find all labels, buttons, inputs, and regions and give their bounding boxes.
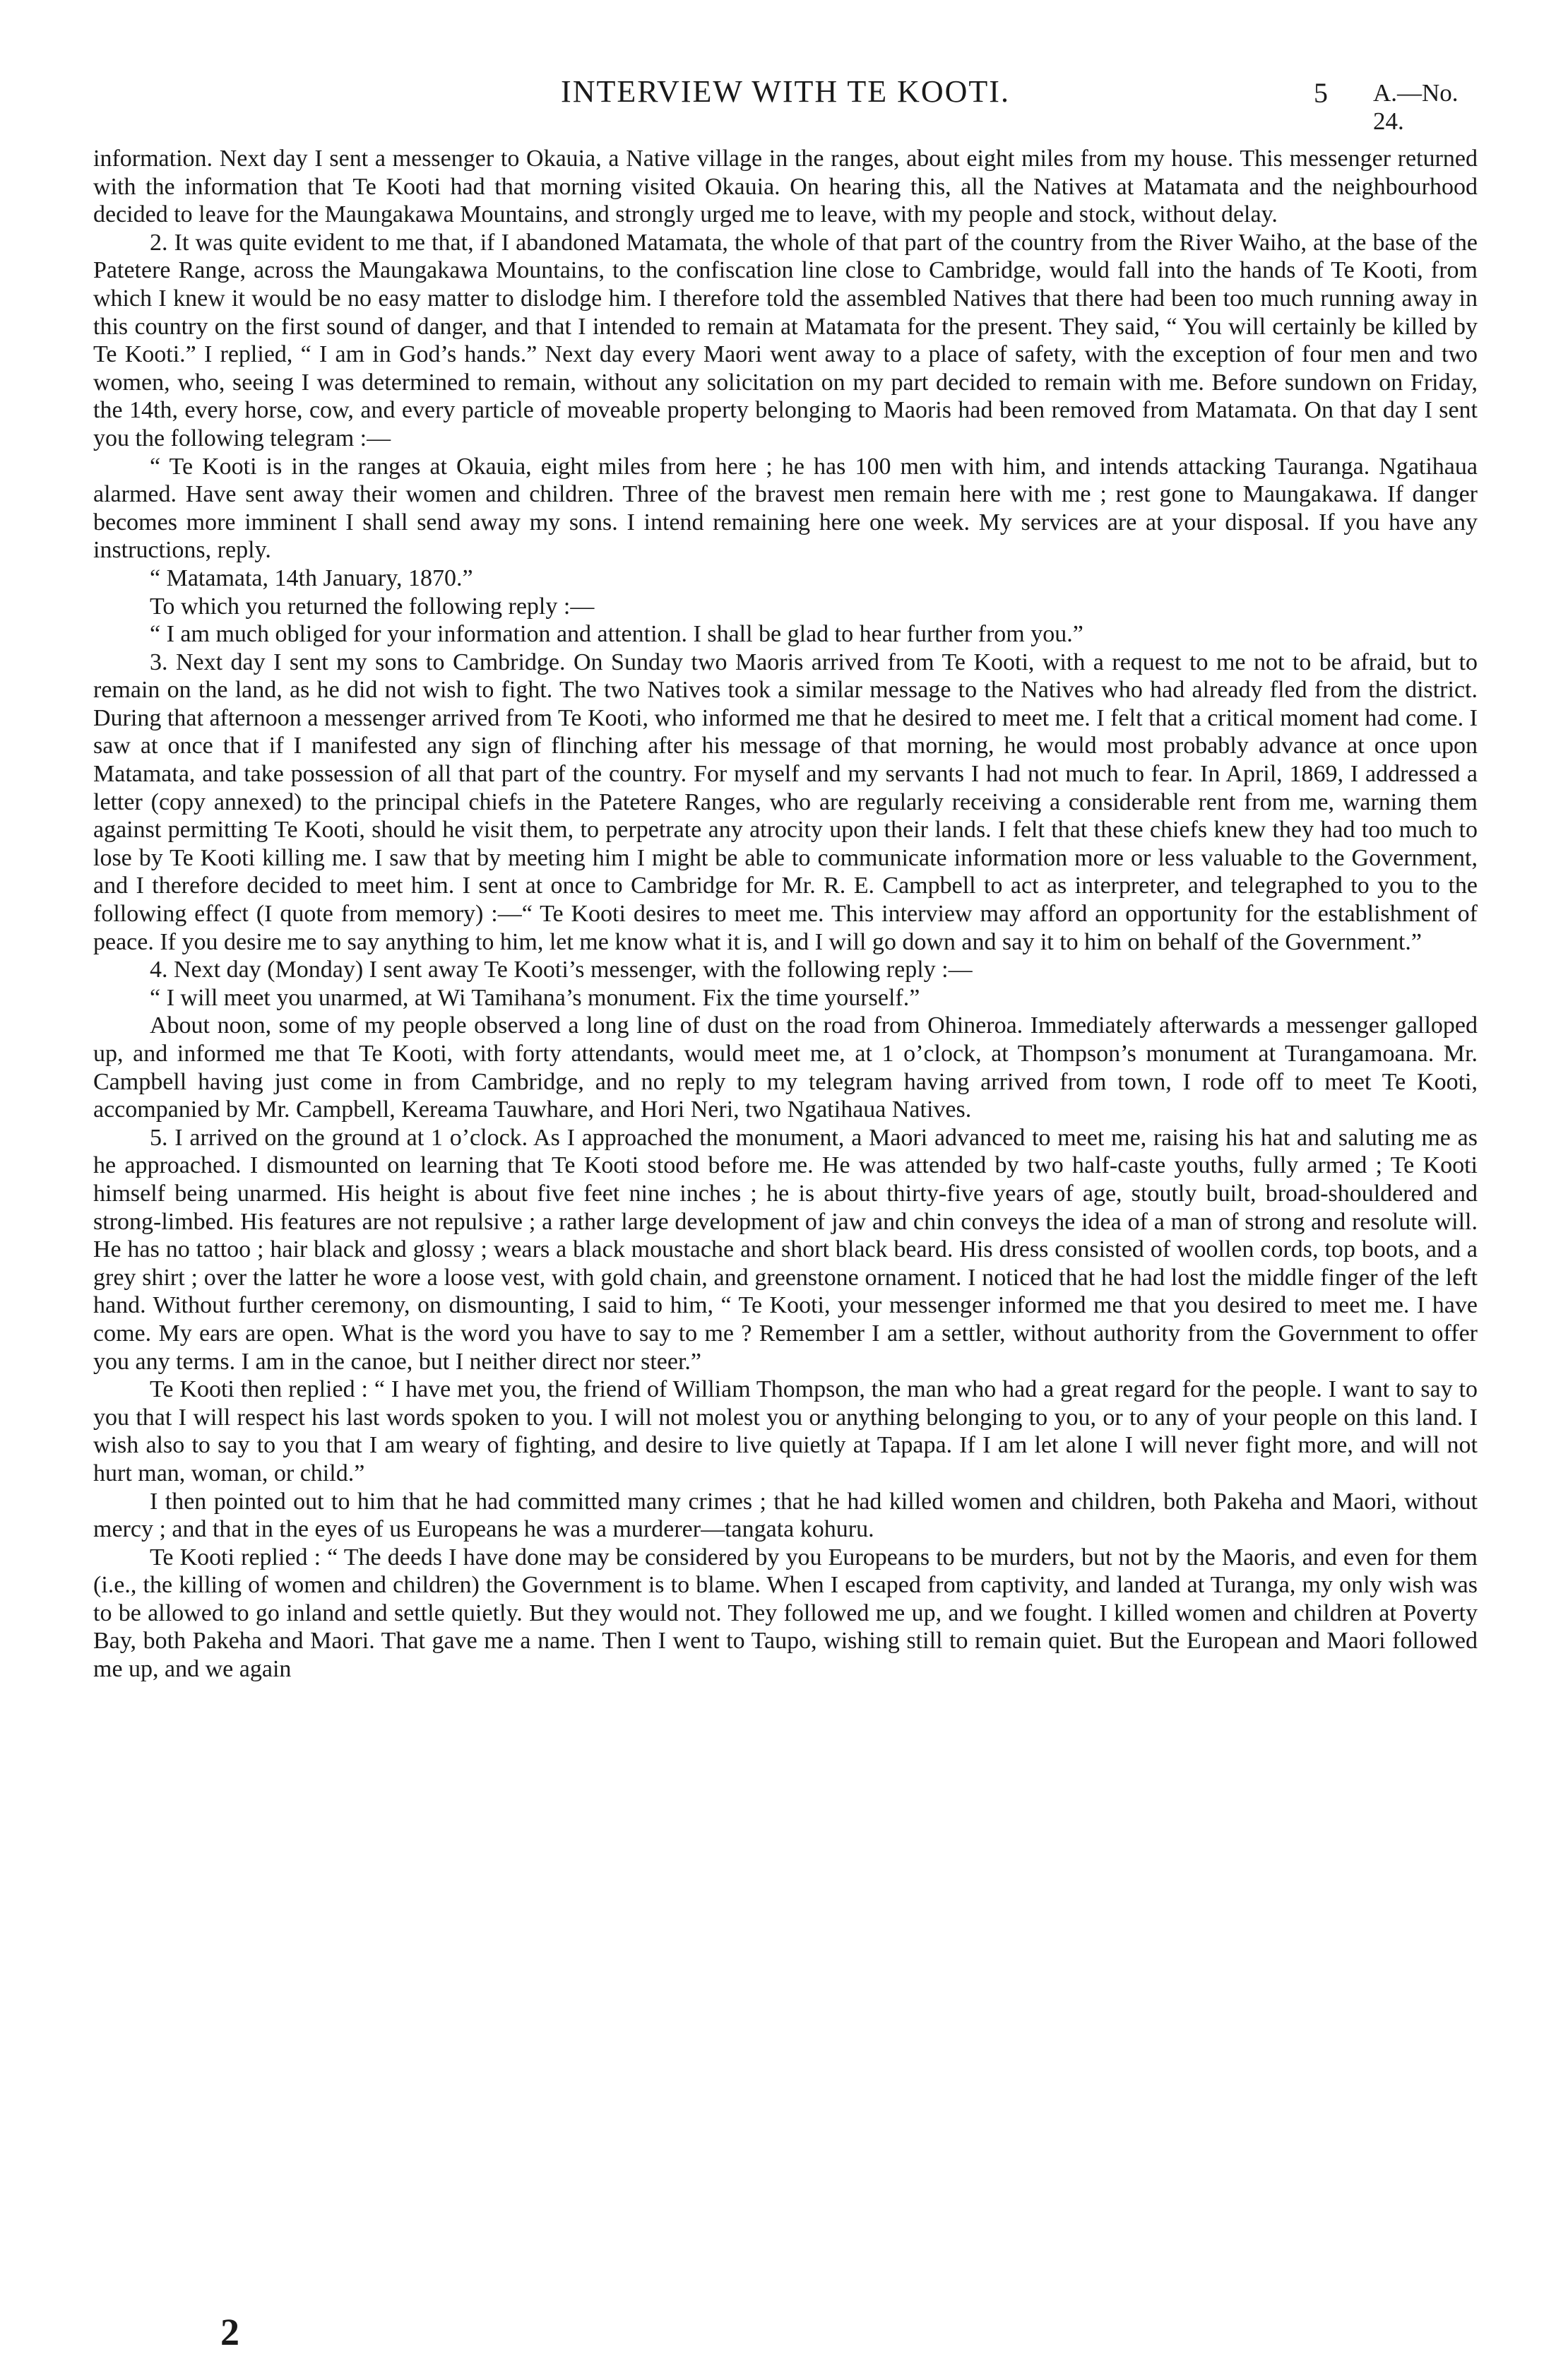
paragraph: About noon, some of my people observed a long line of dust on the road from Ohineroa. Immediately afterwards a messenger galloped up, and informed me that Te Kooti, with forty attendants, would meet me, at 1 o’clock, at Thompson’s monument at Turangamoana. Mr. Campbell having just come in from Cambridge, and no reply to my telegram having arrived from town, I rode off to meet Te Kooti, accompanied by Mr. Campbell, Kereama Tauwhare, and Hori Neri, two Ngatihaua Natives. [93,1012,1478,1123]
document-reference: A.—No. 24. [1373,79,1459,135]
telegram-dateline: “ Matamata, 14th January, 1870.” [150,564,473,591]
quoted-reply: “ I am much obliged for your information and attention. I shall be glad to hear further from you.” [150,621,1083,648]
paragraph: I then pointed out to him that he had committed many crimes ; that he had killed women and children, both Pakeha and Maori, without mercy ; and that in the eyes of us Europeans he was a murderer—tangata kohuru. [93,1488,1478,1543]
document-page [93,0,1478,2378]
paragraph: information. Next day I sent a messenger to Okauia, a Native village in the ranges, about eight miles from my house. This messenger returned with the information that Te Kooti had that morning visited Okauia. On hearing this, all the Natives at Matamata and the neighbourhood decided to leave for the Maungakawa Mountains, and strongly urged me to leave, with my people and stock, without delay. [93,146,1478,228]
body-text [93,145,1478,1684]
page-title: INTERVIEW WITH TE KOOTI. [561,74,1010,109]
quoted-telegram: “ Te Kooti is in the ranges at Okauia, eight miles from here ; he has 100 men with him, and intends attacking Tauranga. Ngatihaua alarmed. Have sent away their women and children. Three of the bravest men remain here with me ; rest gone to Maungakawa. If danger becomes more imminent I shall send away my sons. I intend remaining here one week. My services are at your disposal. If you have any instructions, reply. [93,453,1478,564]
paragraph: 4. Next day (Monday) I sent away Te Kooti’s messenger, with the following reply :— [150,957,973,983]
running-head [93,73,1478,135]
paragraph: 2. It was quite evident to me that, if I abandoned Matamata, the whole of that part of the country from the River Waiho, at the base of the Patetere Range, across the Maungakawa Mountains, to the confiscation line close to Cambridge, would fall into the hands of Te Kooti, from which I knew it would be no easy matter to dislodge him. I therefore told the assembled Natives that there had been too much running away in this country on the first sound of danger, and that I intended to remain at Matamata for the present. They said, “ You will certainly be killed by Te Kooti.” I replied, “ I am in God’s hands.” Next day every Maori went away to a place of safety, with the exception of four men and two women, who, seeing I was determined to remain, without any solicitation on my part decided to remain with me. Before sundown on Friday, the 14th, every horse, cow, and every particle of moveable property belonging to Maoris had been removed from Matamata. On that day I sent you the following telegram :— [93,229,1478,451]
paragraph: Te Kooti replied : “ The deeds I have done may be considered by you Europeans to be murders, but not by the Maoris, and even for them (i.e., the killing of women and children) the Government is to blame. When I escaped from captivity, and landed at Turanga, my only wish was to be allowed to go inland and settle quietly. But they would not. They followed me up, and we fought. I killed women and children at Poverty Bay, both Pakeha and Maori. That gave me a name. Then I went to Taupo, wishing still to remain quiet. But the European and Maori followed me up, and we again [93,1544,1478,1683]
page-number: 5 [1314,77,1328,109]
paragraph: To which you returned the following reply :— [150,593,595,620]
paragraph: 5. I arrived on the ground at 1 o’clock. As I approached the monument, a Maori advanced to meet me, raising his hat and saluting me as he approached. I dismounted on learning that Te Kooti stood before me. He was attended by two half-caste youths, fully armed ; Te Kooti himself being unarmed. His height is about five feet nine inches ; he is about thirty-five years of age, stoutly built, broad-shouldered and strong-limbed. His features are not repulsive ; a rather large development of jaw and chin conveys the idea of a man of strong and resolute will. He has no tattoo ; hair black and glossy ; wears a black moustache and short black beard. His dress consisted of woollen cords, top boots, and a grey shirt ; over the latter he wore a loose vest, with gold chain, and greenstone ornament. I noticed that he had lost the middle finger of the left hand. Without further ceremony, on dismounting, I said to him, “ Te Kooti, your messenger informed me that you desired to meet me. I have come. My ears are open. What is the word you have to say to me ? Remember I am a settler, without authority from the Government to offer you any terms. I am in the canoe, but I neither direct nor steer.” [93,1124,1478,1375]
quoted-reply: “ I will meet you unarmed, at Wi Tamihana’s monument. Fix the time yourself.” [150,984,920,1011]
paragraph: Te Kooti then replied : “ I have met you, the friend of William Thompson, the man who had a great regard for the people. I want to say to you that I will respect his last words spoken to you. I will not molest you or anything belonging to you, or to any of your people on this land. I wish also to say to you that I am weary of fighting, and desire to live quietly at Tapapa. If I am let alone I will never fight more, and will not hurt man, woman, or child.” [93,1376,1478,1486]
signature-mark: 2 [220,2311,239,2353]
paragraph: 3. Next day I sent my sons to Cambridge. On Sunday two Maoris arrived from Te Kooti, with a request to me not to be afraid, but to remain on the land, as he did not wish to fight. The two Natives took a similar message to the Natives who had already fled from the district. During that afternoon a messenger arrived from Te Kooti, who informed me that he desired to meet me. I felt that a critical moment had come. I saw at once that if I manifested any sign of flinching after his message of that morning, he would most probably advance at once upon Matamata, and take possession of all that part of the country. For myself and my servants I had not much to fear. In April, 1869, I addressed a letter (copy annexed) to the principal chiefs in the Patetere Ranges, who are regularly receiving a considerable rent from me, warning them against permitting Te Kooti, should he visit them, to perpetrate any atrocity upon their lands. I felt that these chiefs knew they had too much to lose by Te Kooti killing me. I saw that by meeting him I might be able to communicate information more or less valuable to the Government, and I therefore decided to meet him. I sent at once to Cambridge for Mr. R. E. Campbell to act as interpreter, and telegraphed to you to the following effect (I quote from memory) :—“ Te Kooti desires to meet me. This interview may afford an opportunity for the establishment of peace. If you desire me to say anything to him, let me know what it is, and I will go down and say it to him on behalf of the Government.” [93,649,1478,955]
